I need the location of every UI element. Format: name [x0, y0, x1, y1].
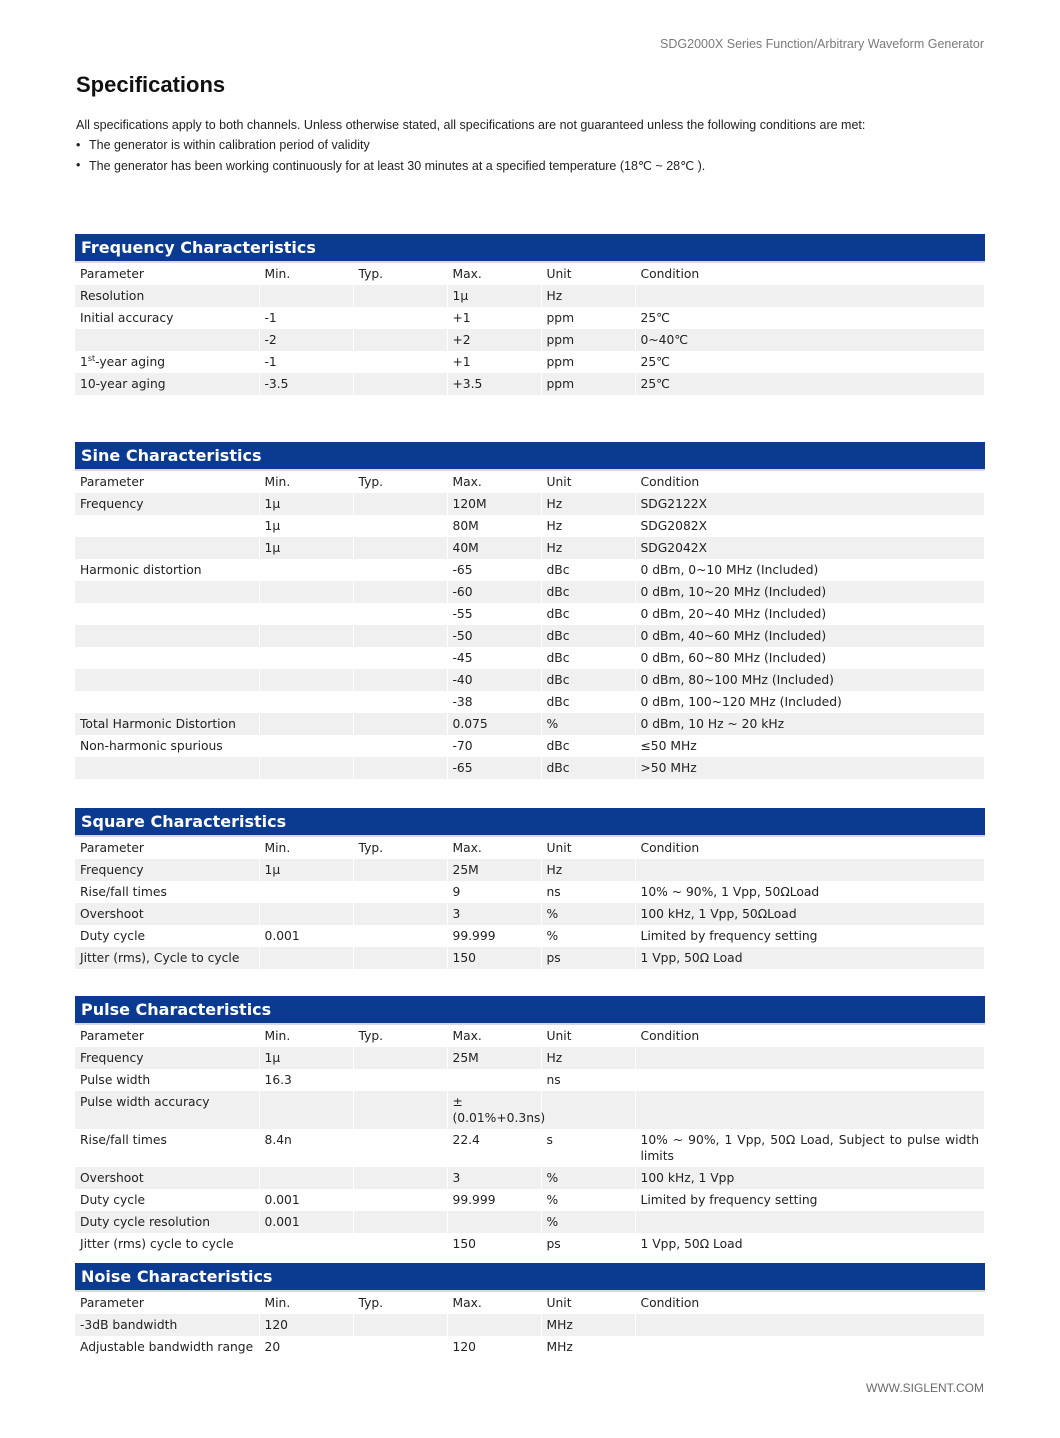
min-cell: 0.001	[259, 1211, 353, 1233]
min-cell: 8.4n	[259, 1129, 353, 1167]
typ-cell	[353, 1314, 447, 1336]
parameter-cell: Jitter (rms), Cycle to cycle	[75, 947, 259, 969]
parameter-cell	[75, 669, 259, 691]
unit-cell: %	[541, 1211, 635, 1233]
unit-cell: dBc	[541, 603, 635, 625]
condition-cell	[635, 1091, 985, 1129]
unit-cell: dBc	[541, 757, 635, 779]
min-cell	[259, 603, 353, 625]
unit-cell: ps	[541, 1233, 635, 1255]
parameter-cell: Rise/fall times	[75, 881, 259, 903]
column-header: Parameter	[75, 1292, 259, 1314]
max-cell: -70	[447, 735, 541, 757]
parameter-cell	[75, 515, 259, 537]
max-cell: 40M	[447, 537, 541, 559]
min-cell: 1μ	[259, 515, 353, 537]
min-cell: 1μ	[259, 493, 353, 515]
unit-cell: ppm	[541, 307, 635, 329]
table-row	[75, 285, 985, 307]
unit-cell: dBc	[541, 691, 635, 713]
unit-cell	[541, 1091, 635, 1129]
min-cell	[259, 625, 353, 647]
typ-cell	[353, 329, 447, 351]
unit-cell: dBc	[541, 581, 635, 603]
column-header: Condition	[635, 1292, 985, 1314]
sine-characteristics-section	[75, 442, 985, 779]
parameter-cell: Resolution	[75, 285, 259, 307]
max-cell: -50	[447, 625, 541, 647]
table-row	[75, 537, 985, 559]
condition-cell	[635, 1211, 985, 1233]
condition-cell: 0 dBm, 10 Hz ~ 20 kHz	[635, 713, 985, 735]
min-cell	[259, 1233, 353, 1255]
condition-cell: 0 dBm, 60~80 MHz (Included)	[635, 647, 985, 669]
max-cell: -65	[447, 757, 541, 779]
parameter-cell: Duty cycle resolution	[75, 1211, 259, 1233]
condition-cell: 0 dBm, 20~40 MHz (Included)	[635, 603, 985, 625]
column-header: Condition	[635, 471, 985, 493]
min-cell: 120	[259, 1314, 353, 1336]
condition-cell: SDG2082X	[635, 515, 985, 537]
max-cell: 1μ	[447, 285, 541, 307]
parameter-cell: -3dB bandwidth	[75, 1314, 259, 1336]
max-cell: 80M	[447, 515, 541, 537]
unit-cell: dBc	[541, 647, 635, 669]
min-cell	[259, 559, 353, 581]
max-cell: 25M	[447, 859, 541, 881]
unit-cell: Hz	[541, 285, 635, 307]
parameter-cell: Pulse width	[75, 1069, 259, 1091]
min-cell: -1	[259, 351, 353, 373]
typ-cell	[353, 1189, 447, 1211]
table-row	[75, 493, 985, 515]
table-row	[75, 1091, 985, 1129]
typ-cell	[353, 285, 447, 307]
min-cell	[259, 881, 353, 903]
min-cell	[259, 757, 353, 779]
unit-cell: %	[541, 925, 635, 947]
table-header-row	[75, 471, 985, 493]
condition-cell: 100 kHz, 1 Vpp, 50ΩLoad	[635, 903, 985, 925]
frequency-spec-table	[75, 263, 985, 395]
condition-cell: 25℃	[635, 307, 985, 329]
parameter-cell: 10-year aging	[75, 373, 259, 395]
column-header: Typ.	[353, 1292, 447, 1314]
min-cell: 0.001	[259, 1189, 353, 1211]
parameter-cell: Overshoot	[75, 903, 259, 925]
parameter-cell: Jitter (rms) cycle to cycle	[75, 1233, 259, 1255]
min-cell: -2	[259, 329, 353, 351]
section-title: Pulse Characteristics	[75, 996, 985, 1025]
unit-cell: dBc	[541, 735, 635, 757]
condition-bullet: • The generator has been working continuously for at least 30 minutes at a specified temperature (18℃ ~ 28℃ ).	[76, 158, 986, 173]
column-header: Max.	[447, 1025, 541, 1047]
max-cell	[447, 1211, 541, 1233]
sine-spec-table	[75, 471, 985, 779]
column-header: Unit	[541, 1025, 635, 1047]
max-cell: +2	[447, 329, 541, 351]
min-cell: 1μ	[259, 1047, 353, 1069]
table-row	[75, 329, 985, 351]
parameter-cell	[75, 625, 259, 647]
typ-cell	[353, 515, 447, 537]
min-cell	[259, 1091, 353, 1129]
typ-cell	[353, 1336, 447, 1358]
intro-text: All specifications apply to both channels. Unless otherwise stated, all specifications are not guaranteed unless the following conditions are met:	[76, 118, 866, 132]
typ-cell	[353, 1129, 447, 1167]
typ-cell	[353, 903, 447, 925]
table-row	[75, 1211, 985, 1233]
typ-cell	[353, 603, 447, 625]
min-cell	[259, 285, 353, 307]
typ-cell	[353, 1069, 447, 1091]
column-header: Typ.	[353, 471, 447, 493]
unit-cell: %	[541, 1189, 635, 1211]
typ-cell	[353, 735, 447, 757]
table-row	[75, 691, 985, 713]
max-cell: 22.4	[447, 1129, 541, 1167]
section-title: Square Characteristics	[75, 808, 985, 837]
max-cell: -55	[447, 603, 541, 625]
unit-cell: MHz	[541, 1314, 635, 1336]
column-header: Max.	[447, 471, 541, 493]
footer-website: WWW.SIGLENT.COM	[866, 1381, 984, 1395]
typ-cell	[353, 493, 447, 515]
table-row	[75, 1314, 985, 1336]
unit-cell: Hz	[541, 515, 635, 537]
unit-cell: s	[541, 1129, 635, 1167]
max-cell: -45	[447, 647, 541, 669]
typ-cell	[353, 559, 447, 581]
column-header: Parameter	[75, 471, 259, 493]
condition-cell: ≤50 MHz	[635, 735, 985, 757]
max-cell: -60	[447, 581, 541, 603]
max-cell: 0.075	[447, 713, 541, 735]
table-row	[75, 581, 985, 603]
condition-cell: 0~40℃	[635, 329, 985, 351]
typ-cell	[353, 373, 447, 395]
table-row	[75, 881, 985, 903]
unit-cell: ps	[541, 947, 635, 969]
parameter-cell	[75, 691, 259, 713]
table-row	[75, 559, 985, 581]
intro-block	[76, 118, 986, 179]
max-cell: +3.5	[447, 373, 541, 395]
table-row	[75, 757, 985, 779]
max-cell	[447, 1069, 541, 1091]
noise-characteristics-section	[75, 1263, 985, 1358]
column-header: Max.	[447, 1292, 541, 1314]
condition-cell: 0 dBm, 0~10 MHz (Included)	[635, 559, 985, 581]
min-cell	[259, 581, 353, 603]
column-header: Parameter	[75, 837, 259, 859]
parameter-cell: Adjustable bandwidth range	[75, 1336, 259, 1358]
parameter-cell	[75, 603, 259, 625]
min-cell: 1μ	[259, 537, 353, 559]
table-row	[75, 1336, 985, 1358]
conditions-list	[76, 138, 986, 173]
typ-cell	[353, 925, 447, 947]
pulse-characteristics-section	[75, 996, 985, 1255]
max-cell: 3	[447, 903, 541, 925]
condition-cell	[635, 859, 985, 881]
min-cell	[259, 1167, 353, 1189]
condition-cell: SDG2042X	[635, 537, 985, 559]
parameter-cell: Harmonic distortion	[75, 559, 259, 581]
noise-spec-table	[75, 1292, 985, 1358]
max-cell: 150	[447, 1233, 541, 1255]
condition-cell	[635, 1336, 985, 1358]
min-cell: 1μ	[259, 859, 353, 881]
table-header-row	[75, 263, 985, 285]
square-spec-table	[75, 837, 985, 969]
unit-cell: dBc	[541, 559, 635, 581]
parameter-cell: Duty cycle	[75, 925, 259, 947]
column-header: Unit	[541, 263, 635, 285]
condition-cell: 0 dBm, 10~20 MHz (Included)	[635, 581, 985, 603]
typ-cell	[353, 647, 447, 669]
condition-cell: >50 MHz	[635, 757, 985, 779]
condition-cell: Limited by frequency setting	[635, 925, 985, 947]
column-header: Parameter	[75, 1025, 259, 1047]
column-header: Condition	[635, 837, 985, 859]
typ-cell	[353, 669, 447, 691]
min-cell	[259, 713, 353, 735]
min-cell: 16.3	[259, 1069, 353, 1091]
min-cell	[259, 903, 353, 925]
unit-cell: %	[541, 903, 635, 925]
table-row	[75, 925, 985, 947]
parameter-cell: Pulse width accuracy	[75, 1091, 259, 1129]
min-cell	[259, 735, 353, 757]
unit-cell: dBc	[541, 625, 635, 647]
parameter-cell	[75, 647, 259, 669]
column-header: Condition	[635, 1025, 985, 1047]
min-cell: 20	[259, 1336, 353, 1358]
parameter-cell: Frequency	[75, 493, 259, 515]
min-cell	[259, 669, 353, 691]
min-cell	[259, 691, 353, 713]
max-cell: 150	[447, 947, 541, 969]
typ-cell	[353, 351, 447, 373]
typ-cell	[353, 1211, 447, 1233]
table-row	[75, 859, 985, 881]
max-cell: 120M	[447, 493, 541, 515]
section-title: Sine Characteristics	[75, 442, 985, 471]
typ-cell	[353, 581, 447, 603]
table-header-row	[75, 837, 985, 859]
max-cell: 25M	[447, 1047, 541, 1069]
table-row	[75, 351, 985, 373]
condition-cell: 10% ~ 90%, 1 Vpp, 50Ω Load, Subject to pulse width limits	[635, 1129, 985, 1167]
unit-cell: Hz	[541, 493, 635, 515]
table-row	[75, 903, 985, 925]
min-cell	[259, 947, 353, 969]
column-header: Typ.	[353, 1025, 447, 1047]
column-header: Min.	[259, 1025, 353, 1047]
table-row	[75, 373, 985, 395]
typ-cell	[353, 757, 447, 779]
column-header: Min.	[259, 471, 353, 493]
condition-cell: SDG2122X	[635, 493, 985, 515]
max-cell: -65	[447, 559, 541, 581]
typ-cell	[353, 1167, 447, 1189]
table-header-row	[75, 1025, 985, 1047]
unit-cell: MHz	[541, 1336, 635, 1358]
unit-cell: ppm	[541, 329, 635, 351]
typ-cell	[353, 1047, 447, 1069]
document-header-title: SDG2000X Series Function/Arbitrary Waveform Generator	[660, 37, 984, 51]
unit-cell: Hz	[541, 537, 635, 559]
min-cell: -1	[259, 307, 353, 329]
parameter-cell: Non-harmonic spurious	[75, 735, 259, 757]
table-row	[75, 1167, 985, 1189]
max-cell: -40	[447, 669, 541, 691]
table-row	[75, 603, 985, 625]
condition-cell	[635, 1069, 985, 1091]
table-row	[75, 1129, 985, 1167]
column-header: Min.	[259, 263, 353, 285]
parameter-cell	[75, 581, 259, 603]
max-cell: 3	[447, 1167, 541, 1189]
column-header: Min.	[259, 1292, 353, 1314]
parameter-cell: Overshoot	[75, 1167, 259, 1189]
parameter-cell: Rise/fall times	[75, 1129, 259, 1167]
condition-cell	[635, 1314, 985, 1336]
column-header: Parameter	[75, 263, 259, 285]
square-characteristics-section	[75, 808, 985, 969]
condition-cell: 25℃	[635, 351, 985, 373]
table-header-row	[75, 1292, 985, 1314]
typ-cell	[353, 859, 447, 881]
parameter-cell: 1st-year aging	[75, 351, 259, 373]
unit-cell: ppm	[541, 373, 635, 395]
table-row	[75, 669, 985, 691]
parameter-cell: Initial accuracy	[75, 307, 259, 329]
typ-cell	[353, 1091, 447, 1129]
max-cell: 99.999	[447, 1189, 541, 1211]
min-cell: -3.5	[259, 373, 353, 395]
max-cell: +1	[447, 307, 541, 329]
unit-cell: %	[541, 1167, 635, 1189]
unit-cell: ns	[541, 881, 635, 903]
table-row	[75, 1189, 985, 1211]
parameter-cell: Total Harmonic Distortion	[75, 713, 259, 735]
table-row	[75, 947, 985, 969]
min-cell	[259, 647, 353, 669]
condition-cell: 0 dBm, 80~100 MHz (Included)	[635, 669, 985, 691]
unit-cell: Hz	[541, 859, 635, 881]
pulse-spec-table	[75, 1025, 985, 1255]
parameter-cell	[75, 757, 259, 779]
parameter-cell	[75, 537, 259, 559]
column-header: Typ.	[353, 263, 447, 285]
page-title: Specifications	[76, 72, 226, 97]
max-cell: 9	[447, 881, 541, 903]
condition-cell: Limited by frequency setting	[635, 1189, 985, 1211]
max-cell	[447, 1314, 541, 1336]
table-row	[75, 307, 985, 329]
table-row	[75, 1233, 985, 1255]
column-header: Unit	[541, 837, 635, 859]
parameter-cell: Frequency	[75, 1047, 259, 1069]
section-title: Noise Characteristics	[75, 1263, 985, 1292]
parameter-cell: Frequency	[75, 859, 259, 881]
column-header: Typ.	[353, 837, 447, 859]
table-row	[75, 735, 985, 757]
condition-cell	[635, 1047, 985, 1069]
column-header: Unit	[541, 471, 635, 493]
table-row	[75, 1047, 985, 1069]
unit-cell: %	[541, 713, 635, 735]
max-cell: 99.999	[447, 925, 541, 947]
column-header: Max.	[447, 837, 541, 859]
max-cell: ±(0.01%+0.3ns)	[447, 1091, 541, 1129]
table-row	[75, 1069, 985, 1091]
frequency-characteristics-section	[75, 234, 985, 395]
unit-cell: dBc	[541, 669, 635, 691]
column-header: Condition	[635, 263, 985, 285]
typ-cell	[353, 1233, 447, 1255]
typ-cell	[353, 947, 447, 969]
parameter-cell	[75, 329, 259, 351]
table-row	[75, 625, 985, 647]
max-cell: +1	[447, 351, 541, 373]
condition-cell: 25℃	[635, 373, 985, 395]
table-row	[75, 713, 985, 735]
column-header: Max.	[447, 263, 541, 285]
max-cell: 120	[447, 1336, 541, 1358]
condition-bullet: • The generator is within calibration period of validity	[76, 138, 986, 152]
condition-cell: 1 Vpp, 50Ω Load	[635, 1233, 985, 1255]
condition-cell: 0 dBm, 100~120 MHz (Included)	[635, 691, 985, 713]
column-header: Min.	[259, 837, 353, 859]
typ-cell	[353, 537, 447, 559]
min-cell: 0.001	[259, 925, 353, 947]
column-header: Unit	[541, 1292, 635, 1314]
unit-cell: ns	[541, 1069, 635, 1091]
section-title: Frequency Characteristics	[75, 234, 985, 263]
condition-cell: 1 Vpp, 50Ω Load	[635, 947, 985, 969]
typ-cell	[353, 307, 447, 329]
unit-cell: Hz	[541, 1047, 635, 1069]
typ-cell	[353, 713, 447, 735]
table-row	[75, 515, 985, 537]
table-row	[75, 647, 985, 669]
unit-cell: ppm	[541, 351, 635, 373]
condition-cell: 100 kHz, 1 Vpp	[635, 1167, 985, 1189]
typ-cell	[353, 881, 447, 903]
max-cell: -38	[447, 691, 541, 713]
typ-cell	[353, 691, 447, 713]
condition-cell	[635, 285, 985, 307]
typ-cell	[353, 625, 447, 647]
condition-cell: 0 dBm, 40~60 MHz (Included)	[635, 625, 985, 647]
parameter-cell: Duty cycle	[75, 1189, 259, 1211]
condition-cell: 10% ~ 90%, 1 Vpp, 50ΩLoad	[635, 881, 985, 903]
